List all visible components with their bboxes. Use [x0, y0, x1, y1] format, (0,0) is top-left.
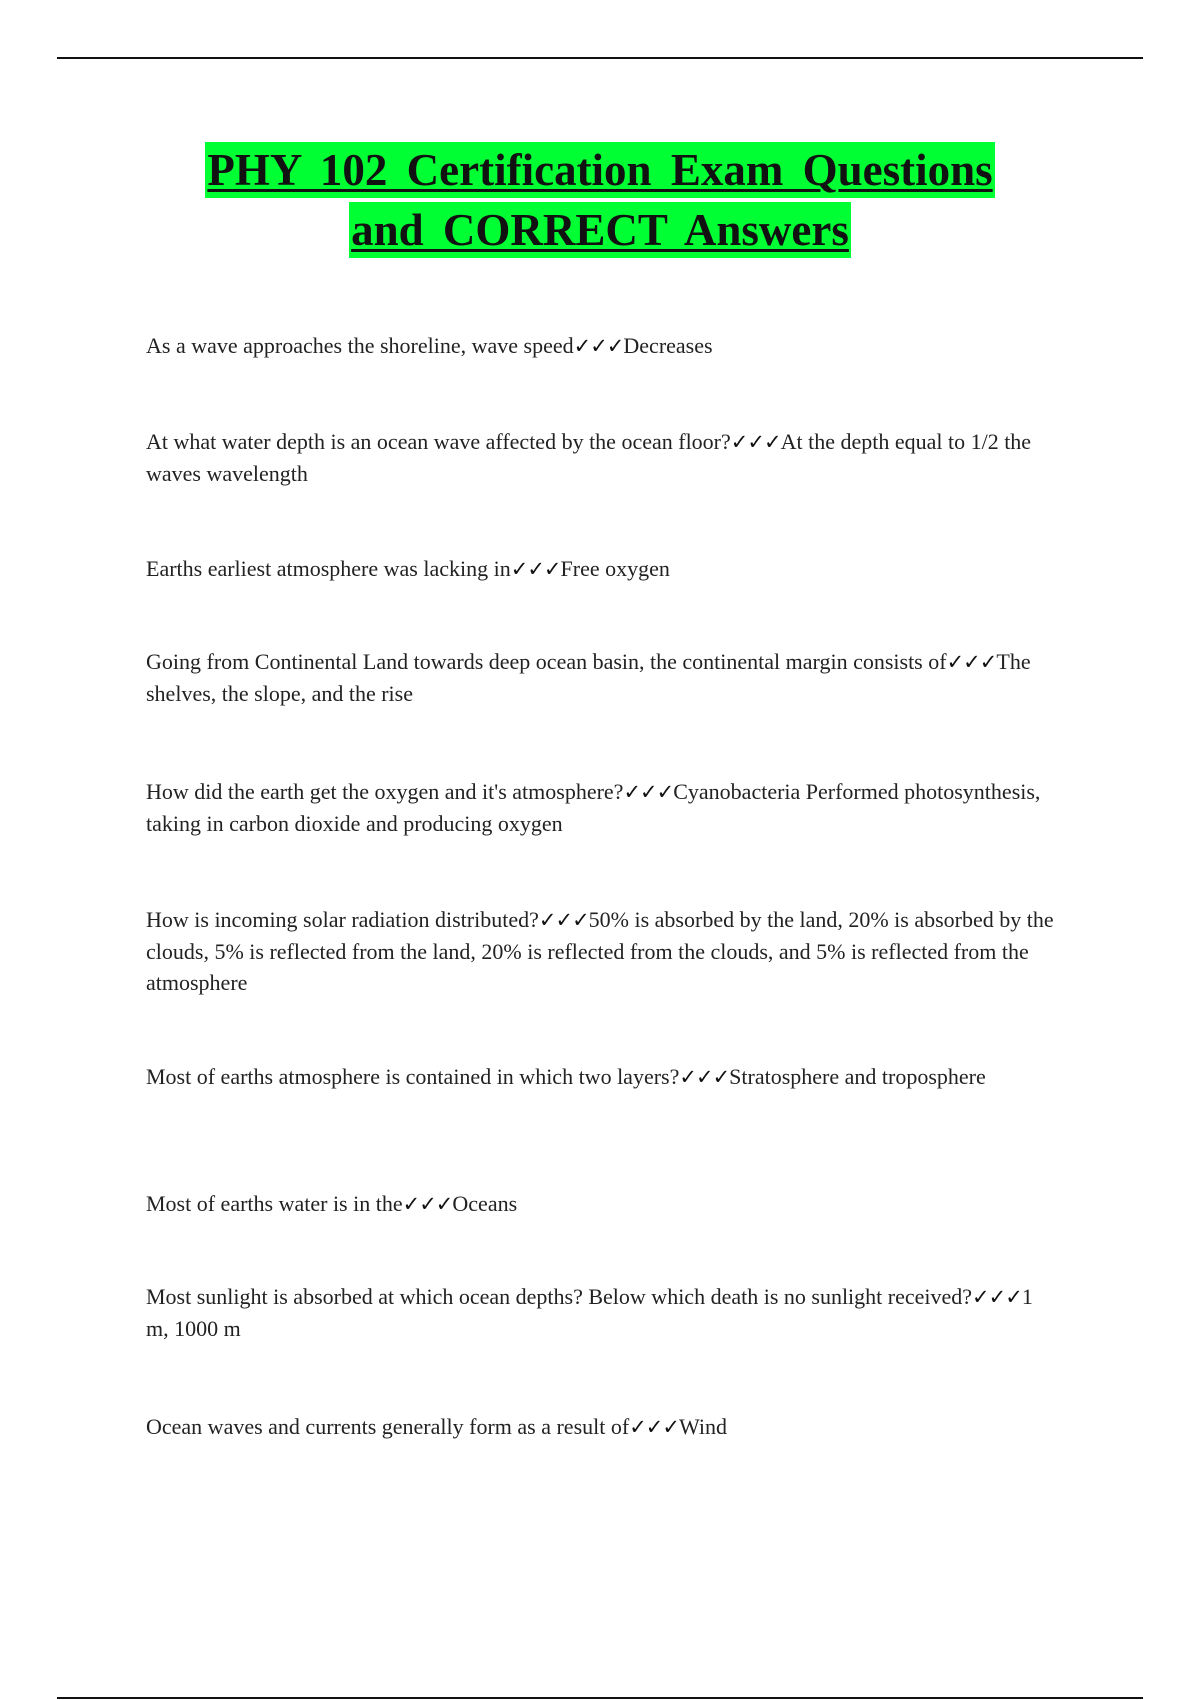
- question-text: Earths earliest atmosphere was lacking in: [146, 556, 511, 581]
- answer-text: 1 m, 1000 m: [146, 1284, 1033, 1341]
- qa-item: [146, 553, 1056, 585]
- answer-text: Stratosphere and troposphere: [729, 1064, 986, 1089]
- checkmark-icon: ✓✓✓: [730, 430, 781, 454]
- checkmark-icon: ✓✓✓: [402, 1192, 453, 1216]
- qa-item: [146, 1281, 1056, 1344]
- checkmark-icon: ✓✓✓: [946, 650, 997, 674]
- checkmark-icon: ✓✓✓: [679, 1065, 730, 1089]
- title-line-1: PHY 102 Certification Exam Questions: [205, 142, 994, 198]
- checkmark-icon: ✓✓✓: [629, 1415, 679, 1439]
- checkmark-icon: ✓✓✓: [510, 557, 561, 581]
- checkmark-icon: ✓✓✓: [623, 780, 674, 804]
- qa-item: [146, 1411, 1056, 1443]
- checkmark-icon: ✓✓✓: [972, 1285, 1022, 1309]
- title-line-2: and CORRECT Answers: [349, 202, 851, 258]
- qa-item: [146, 776, 1056, 839]
- answer-text: Free oxygen: [560, 556, 670, 581]
- question-text: At what water depth is an ocean wave affected by the ocean floor?: [146, 429, 731, 454]
- checkmark-icon: ✓✓✓: [573, 334, 624, 358]
- qa-item: [146, 904, 1056, 998]
- qa-item: [146, 1188, 1056, 1220]
- question-text: Most sunlight is absorbed at which ocean depths? Below which death is no sunlight received?: [146, 1284, 973, 1309]
- top-rule: [57, 57, 1143, 59]
- checkmark-icon: ✓✓✓: [538, 908, 589, 932]
- question-text: As a wave approaches the shoreline, wave speed: [146, 333, 574, 358]
- question-text: Most of earths water is in the: [146, 1191, 403, 1216]
- answer-text: At the depth equal to 1/2 the waves wavelength: [146, 429, 1032, 486]
- qa-item: [146, 426, 1056, 489]
- question-text: How is incoming solar radiation distributed?: [146, 907, 539, 932]
- answer-text: The shelves, the slope, and the rise: [146, 649, 1031, 706]
- question-text: Ocean waves and currents generally form as a result of: [146, 1414, 630, 1439]
- question-text: Most of earths atmosphere is contained in which two layers?: [146, 1064, 680, 1089]
- qa-item: [146, 330, 1056, 362]
- answer-text: Oceans: [452, 1191, 518, 1216]
- bottom-rule: [57, 1697, 1143, 1699]
- qa-item: [146, 646, 1056, 709]
- question-text: Going from Continental Land towards deep ocean basin, the continental margin consists of: [146, 649, 947, 674]
- answer-text: Decreases: [623, 333, 713, 358]
- answer-text: 50% is absorbed by the land, 20% is absorbed by the clouds, 5% is reflected from the land, 20% is reflected from the clouds, and 5% is reflected from the atmosphere: [146, 907, 1054, 995]
- qa-item: [146, 1061, 1056, 1093]
- answer-text: Wind: [678, 1414, 727, 1439]
- answer-text: Cyanobacteria Performed photosynthesis, taking in carbon dioxide and producing oxygen: [146, 779, 1041, 836]
- question-text: How did the earth get the oxygen and it's atmosphere?: [146, 779, 624, 804]
- document-title: [0, 142, 1200, 258]
